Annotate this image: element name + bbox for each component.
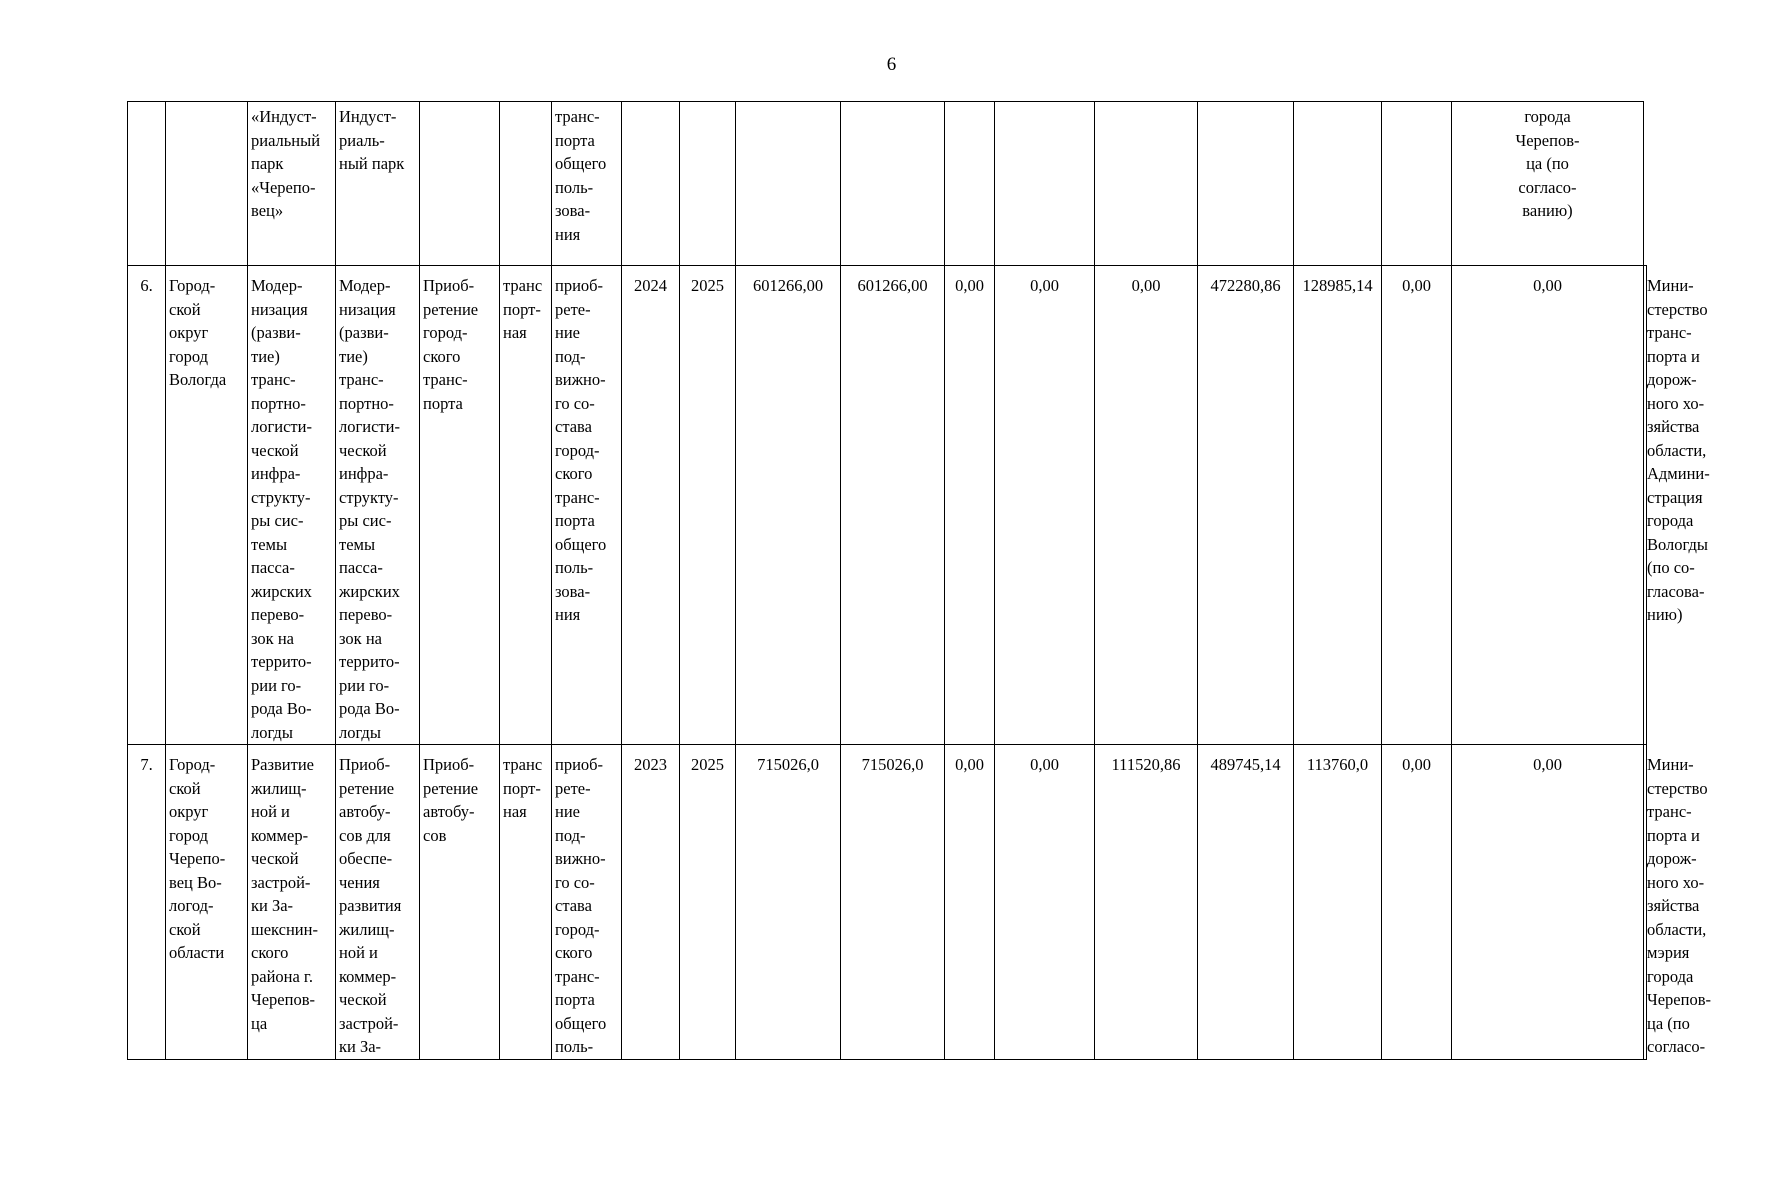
table-cell xyxy=(1382,102,1452,266)
table-cell xyxy=(1452,266,1644,745)
cell-line: го со- xyxy=(555,872,595,892)
table-cell xyxy=(622,745,680,1060)
cell-line: округ xyxy=(169,323,209,342)
table-row xyxy=(128,266,1647,745)
cell-line: логды xyxy=(251,722,293,742)
cell-line: коммер- xyxy=(251,825,309,845)
cell-line: жирских xyxy=(339,581,400,601)
cell-line: жирских xyxy=(251,581,312,601)
cell-line: низация xyxy=(251,299,308,319)
cell-line: зок на xyxy=(251,628,294,648)
cell-line: 601266,00 xyxy=(752,276,824,295)
cell-line: Город- xyxy=(169,276,216,295)
table-cell xyxy=(1198,102,1294,266)
table-cell xyxy=(841,745,945,1060)
cell-line: порт- xyxy=(503,299,541,319)
table-cell xyxy=(166,266,248,745)
cell-line: ской xyxy=(169,299,201,319)
cell-line: района г. xyxy=(251,966,313,986)
table-cell xyxy=(1095,266,1198,745)
cell-line: ского xyxy=(555,943,593,962)
cell-line: город- xyxy=(555,440,600,460)
cell-line: темы xyxy=(251,534,288,554)
cell-line: рете- xyxy=(555,299,591,319)
cell-line: транс- xyxy=(555,487,600,507)
cell-line: ние xyxy=(555,802,580,821)
cell-line: тие) xyxy=(339,346,368,366)
table-cell xyxy=(841,102,945,266)
cell-line: поль- xyxy=(555,177,594,197)
table-cell xyxy=(1452,745,1644,1060)
table-cell xyxy=(995,266,1095,745)
cell-line: структу- xyxy=(339,487,399,507)
cell-line: порта xyxy=(555,130,595,150)
cell-line: ческой xyxy=(251,440,299,460)
cell-line: ческой xyxy=(339,990,387,1009)
cell-line: 0,00 xyxy=(1030,276,1059,295)
cell-line: «Индуст- xyxy=(251,107,317,126)
cell-line: темы xyxy=(339,534,376,554)
cell-line: 128985,14 xyxy=(1302,276,1373,295)
table-cell xyxy=(248,102,336,266)
cell-line: 0,00 xyxy=(955,755,984,774)
table-cell xyxy=(1294,745,1382,1060)
table-cell xyxy=(166,745,248,1060)
cell-line: ки За- xyxy=(339,1037,382,1056)
table-cell xyxy=(995,745,1095,1060)
cell-line: развития xyxy=(339,896,402,915)
cell-line: 0,00 xyxy=(1030,755,1059,774)
table-cell xyxy=(128,745,166,1060)
cell-line: застрой- xyxy=(251,872,311,892)
cell-line: зова- xyxy=(555,201,591,220)
cell-line: рии го- xyxy=(251,675,302,695)
cell-line: ца (по xyxy=(1526,154,1569,173)
cell-line: (разви- xyxy=(251,323,301,342)
cell-line: Черепов- xyxy=(1515,130,1580,150)
cell-line: структу- xyxy=(251,487,311,507)
page-number: 6 xyxy=(886,54,897,75)
cell-line: перево- xyxy=(339,605,393,624)
cell-line: вижно- xyxy=(555,849,606,868)
cell-line: вец Во- xyxy=(169,872,222,892)
cell-line: пасса- xyxy=(339,558,383,577)
table-cell xyxy=(336,102,420,266)
cell-line: ретение xyxy=(339,778,395,798)
cell-line: ской xyxy=(169,778,201,798)
cell-line: согласо- xyxy=(1518,177,1577,197)
cell-line: Индуст- xyxy=(339,107,397,126)
cell-line: ры сис- xyxy=(339,511,392,530)
cell-line: застрой- xyxy=(339,1013,399,1033)
cell-line: транс- xyxy=(339,370,384,389)
cell-line: транс- xyxy=(251,370,296,389)
cell-line: транс- xyxy=(555,966,600,986)
cell-line: ческой xyxy=(339,440,387,460)
cell-line: (разви- xyxy=(339,323,389,342)
cell-line: шекснин- xyxy=(251,919,318,939)
cell-line: ная xyxy=(503,802,527,821)
cell-line: сов xyxy=(423,825,447,845)
cell-line: ского xyxy=(555,464,593,483)
cell-line: Модер- xyxy=(339,276,391,295)
cell-line: округ xyxy=(169,802,209,821)
cell-line: рете- xyxy=(555,778,591,798)
cell-line: риальный xyxy=(251,130,321,150)
table-cell xyxy=(552,745,622,1060)
table-cell xyxy=(128,266,166,745)
cell-line: общего xyxy=(555,1013,607,1033)
cell-line: чения xyxy=(339,872,380,892)
table-cell xyxy=(336,745,420,1060)
cell-line: поль- xyxy=(555,1037,594,1056)
cell-line: город xyxy=(169,825,209,845)
cell-line: 111520,86 xyxy=(1111,755,1181,774)
cell-line: 715026,0 xyxy=(861,755,924,774)
cell-line: приоб- xyxy=(555,276,604,295)
cell-line: инфра- xyxy=(251,464,301,483)
cell-line: коммер- xyxy=(339,966,397,986)
cell-line: Приоб- xyxy=(339,755,391,774)
table-cell xyxy=(420,102,500,266)
cell-line: 2024 xyxy=(634,276,667,295)
cell-line: жилищ- xyxy=(339,919,395,939)
cell-line: ской xyxy=(169,919,201,939)
cell-line: 472280,86 xyxy=(1210,276,1281,295)
cell-line: под- xyxy=(555,825,586,845)
cell-line: общего xyxy=(555,154,607,173)
cell-line: транс- xyxy=(555,107,600,126)
cell-line: общего xyxy=(555,534,607,554)
cell-line: приоб- xyxy=(555,755,604,774)
cell-line: ние xyxy=(555,323,580,342)
cell-line: ческой xyxy=(251,849,299,868)
cell-line: ния xyxy=(555,224,581,244)
cell-line: города xyxy=(1524,107,1571,126)
table-cell xyxy=(945,102,995,266)
cell-line: рода Во- xyxy=(251,699,312,718)
table-cell xyxy=(680,266,736,745)
cell-line: вец» xyxy=(251,201,284,220)
table-cell xyxy=(995,102,1095,266)
cell-line: ретение xyxy=(423,299,479,319)
cell-line: город xyxy=(169,346,209,366)
cell-line: парк xyxy=(251,154,284,173)
cell-line: ния xyxy=(555,605,581,624)
table-cell xyxy=(736,266,841,745)
cell-line: ной и xyxy=(251,802,290,821)
cell-line: 0,00 xyxy=(1131,276,1161,295)
cell-line: транс- xyxy=(423,370,468,389)
table-cell xyxy=(1382,266,1452,745)
cell-line: 6. xyxy=(140,276,153,295)
cell-line: низация xyxy=(339,299,396,319)
cell-line: портно- xyxy=(251,393,306,413)
cell-line: Приоб- xyxy=(423,276,475,295)
table-body xyxy=(128,102,1711,1060)
table-cell xyxy=(552,102,622,266)
cell-line: ки За- xyxy=(251,896,294,915)
table-cell xyxy=(500,102,552,266)
cell-line: 2023 xyxy=(634,755,667,774)
cell-line: автобу- xyxy=(423,802,475,821)
cell-line: ной и xyxy=(339,943,378,962)
table-cell: Мини- стерство транс- порта и дорож- ного хо- зяйства области, Админи- страция города Вологды (по со- гласова- нию) xyxy=(1644,266,1647,745)
cell-line: 601266,00 xyxy=(857,276,928,295)
cell-line: пасса- xyxy=(251,558,295,577)
cell-line: ры сис- xyxy=(251,511,304,530)
cell-line: порта xyxy=(555,511,595,530)
cell-line: порта xyxy=(555,990,595,1009)
cell-line: город- xyxy=(555,919,600,939)
cell-line: Город- xyxy=(169,755,216,774)
table-row xyxy=(128,102,1647,266)
cell-line: ванию) xyxy=(1522,201,1573,220)
table-cell xyxy=(420,266,500,745)
table-cell: Мини- стерство транс- порта и дорож- ного хо- зяйства области, мэрия города Черепов- ца (по согласо- xyxy=(1644,745,1647,1060)
cell-line: ная xyxy=(503,323,527,342)
table-cell xyxy=(336,266,420,745)
table-cell xyxy=(1095,745,1198,1060)
table-cell xyxy=(945,745,995,1060)
cell-line: логды xyxy=(339,722,381,742)
cell-line: става xyxy=(555,417,592,436)
cell-line: Приоб- xyxy=(423,755,475,774)
cell-line: портно- xyxy=(339,393,394,413)
table-cell xyxy=(248,266,336,745)
cell-line: террито- xyxy=(339,652,400,671)
cell-line: тие) xyxy=(251,346,280,366)
cell-line: террито- xyxy=(251,652,312,671)
cell-line: 0,00 xyxy=(1402,755,1431,774)
table-cell xyxy=(680,745,736,1060)
cell-line: транс xyxy=(503,755,543,774)
cell-line: обеспе- xyxy=(339,849,393,868)
cell-line: ретение xyxy=(423,778,479,798)
cell-line: инфра- xyxy=(339,464,389,483)
cell-line: зок на xyxy=(339,628,382,648)
cell-line: Модер- xyxy=(251,276,303,295)
cell-line: сов для xyxy=(339,825,391,845)
cell-line: 489745,14 xyxy=(1210,755,1281,774)
table-cell xyxy=(128,102,166,266)
table-cell xyxy=(1382,745,1452,1060)
cell-line: става xyxy=(555,896,592,915)
cell-line: город- xyxy=(423,323,468,342)
cell-line: «Черепо- xyxy=(251,177,316,197)
table-cell xyxy=(1294,266,1382,745)
cell-line: транс xyxy=(503,276,543,295)
cell-line: области xyxy=(169,943,225,962)
table-cell xyxy=(680,102,736,266)
cell-line: ского xyxy=(251,943,289,962)
cell-line: 0,00 xyxy=(1533,276,1562,295)
cell-line: порт- xyxy=(503,778,541,798)
table-cell xyxy=(1294,102,1382,266)
cell-line: Черепо- xyxy=(169,849,226,868)
cell-line: логисти- xyxy=(339,417,400,436)
cell-line: ца xyxy=(251,1013,268,1033)
cell-line: 0,00 xyxy=(1402,276,1431,295)
cell-line: зова- xyxy=(555,581,591,601)
table-cell xyxy=(552,266,622,745)
table-cell xyxy=(248,745,336,1060)
cell-line: перево- xyxy=(251,605,305,624)
cell-line: 0,00 xyxy=(955,276,984,295)
cell-line: Черепов- xyxy=(251,990,315,1009)
table-cell xyxy=(622,266,680,745)
cell-line: 715026,0 xyxy=(757,755,819,774)
cell-line: 2025 xyxy=(691,276,724,295)
cell-line: порта xyxy=(423,393,463,413)
data-table xyxy=(127,101,1711,1060)
table-cell xyxy=(622,102,680,266)
cell-line: 113760,0 xyxy=(1306,755,1369,774)
cell-line: рода Во- xyxy=(339,699,400,718)
cell-line: автобу- xyxy=(339,802,391,821)
cell-line: риаль- xyxy=(339,130,385,150)
cell-line: логод- xyxy=(169,896,214,915)
cell-line: ского xyxy=(423,346,461,366)
cell-line: жилищ- xyxy=(251,778,307,798)
table-cell xyxy=(1452,102,1644,266)
table-cell xyxy=(500,266,552,745)
table-cell xyxy=(1198,266,1294,745)
cell-line: логисти- xyxy=(251,417,312,436)
table-cell xyxy=(500,745,552,1060)
cell-line: Развитие xyxy=(251,755,315,774)
table-cell xyxy=(945,266,995,745)
cell-line: рии го- xyxy=(339,675,390,695)
cell-line: вижно- xyxy=(555,370,606,389)
table-cell xyxy=(841,266,945,745)
table-cell xyxy=(736,745,841,1060)
table-cell xyxy=(1198,745,1294,1060)
cell-line: го со- xyxy=(555,393,595,413)
cell-line: поль- xyxy=(555,558,594,577)
table-row xyxy=(128,745,1647,1060)
cell-line: 0,00 xyxy=(1533,755,1562,774)
cell-line: под- xyxy=(555,346,586,366)
table-cell xyxy=(736,102,841,266)
cell-line: 2025 xyxy=(691,755,724,774)
cell-line: Вологда xyxy=(169,370,227,389)
cell-line: 7. xyxy=(140,755,153,774)
cell-line: ный парк xyxy=(339,154,405,173)
table-cell xyxy=(1095,102,1198,266)
table-cell xyxy=(166,102,248,266)
table-cell xyxy=(420,745,500,1060)
